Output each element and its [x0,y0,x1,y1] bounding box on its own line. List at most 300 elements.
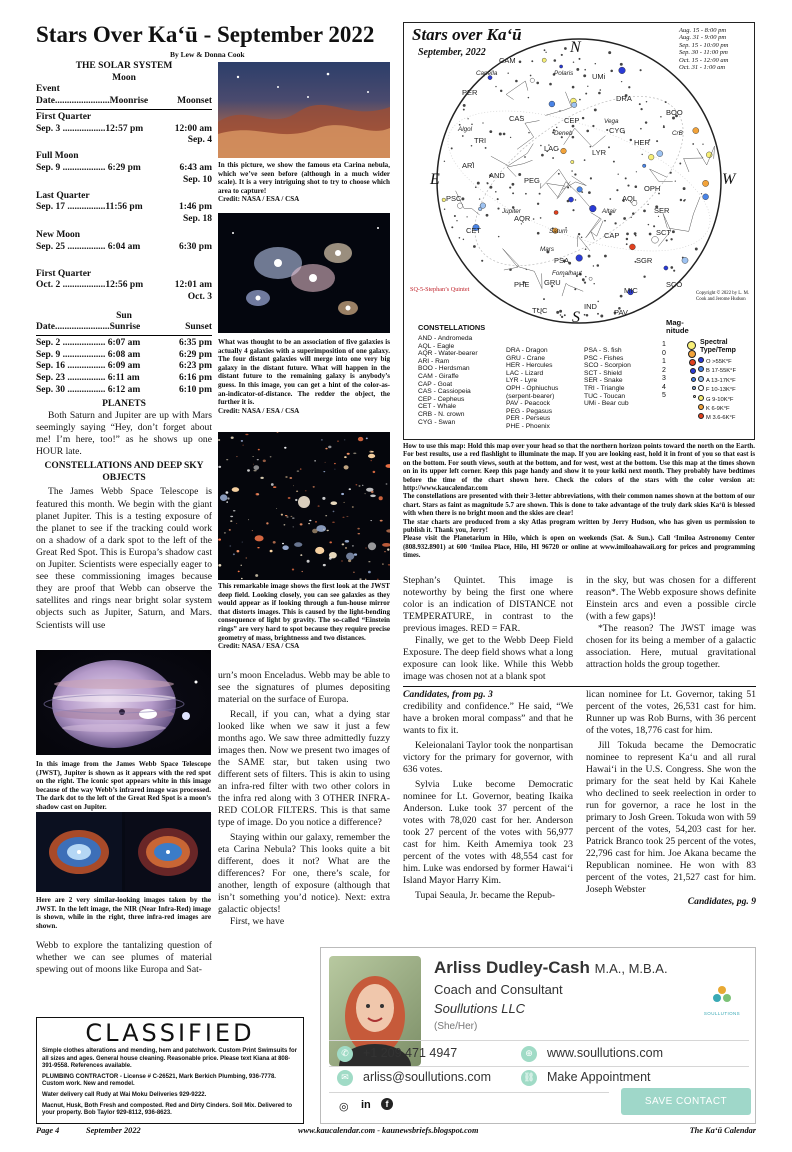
map-label: CAP [604,231,620,240]
map-star [482,122,483,123]
right-paragraph-1: Stephan’s Quintet. This image is noteworthy by being the first one where color is an indication of DISTANCE not TEMPERATURE, in contrast to the previous images. RED = FAR. [403,575,573,634]
map-star [581,191,583,193]
map-label: PSA [554,256,570,265]
map-star [536,82,539,85]
map-title: Stars over Kaʻū [412,25,522,44]
event-col-label: Event [36,84,60,95]
map-label: PER [462,88,478,97]
spectral-entry: B 17-55K°F [698,366,754,375]
galaxy-dot [256,493,259,495]
sun-heading: Sun [116,310,132,321]
map-star [530,78,534,82]
map-star [585,248,587,250]
map-star [477,182,480,185]
map-label: GRU [544,278,561,287]
map-time: Oct. 15 - 12:00 am [679,56,729,64]
map-star [575,199,576,200]
map-star [564,47,567,50]
galaxy-dot [371,460,372,461]
galaxy-dot [224,532,226,533]
map-star [613,161,615,163]
constellation-entry: AQL - Eagle [418,342,455,350]
galaxy-dot [315,547,324,554]
map-label: SER [654,206,670,215]
galaxy-dot [321,439,323,440]
galaxy-dot [328,446,331,449]
moon-extra: Sep. 18 [182,214,212,225]
map-label: Saturn [549,228,568,235]
map-star [673,270,675,272]
moon-event [36,151,212,186]
map-star [574,173,576,175]
constellation-entry: BOO - Herdsman [418,365,470,373]
map-star [616,189,618,191]
galaxy-dot [342,543,345,545]
map-star [584,69,586,71]
map-star [444,161,445,162]
map-label: Altair [602,208,617,215]
constellation-entry: CAS - Cassiopeia [418,388,471,396]
map-star [572,102,577,107]
right-col-1 [403,575,573,683]
map-star [621,81,622,82]
galaxy-dot [331,501,338,505]
map-star [528,97,529,98]
moon-set: 1:46 pm [179,202,212,213]
magnitude-dot [689,359,696,366]
constellation-entry: PER - Perseus [506,415,551,423]
magnitude-entry: 1 [662,341,696,350]
moon-date: Sep. 3 ..................12:57 pm [36,123,144,134]
galaxy-dot [346,516,348,517]
ring-nebula-images [36,812,211,892]
candidates-col-1 [403,689,573,902]
map-star [636,171,637,172]
map-star [597,264,600,267]
galaxy-dot [293,527,294,528]
map-star [693,128,699,134]
galaxy-dot [229,529,231,531]
save-contact-button[interactable]: SAVE CONTACT [621,1088,751,1115]
card-phone[interactable]: +1 209 471 4947 [363,1046,458,1060]
map-star [568,197,573,202]
galaxy-dot [386,483,388,484]
spectral-dot [698,376,704,382]
map-star [590,177,592,179]
spectral-dot [698,413,704,419]
map-star [583,74,586,77]
galaxy-dot [284,524,286,526]
linkedin-icon[interactable]: in [361,1099,371,1111]
galaxy-dot [325,462,326,463]
instagram-icon[interactable]: ◎ [339,1101,349,1113]
map-star [540,217,542,219]
card-website[interactable]: www.soullutions.com [547,1046,664,1060]
spectral-list [698,357,754,423]
map-star [576,68,579,71]
map-star [461,197,464,200]
right-paragraph-3: in the sky, but was chosen for a different reason*. The Webb exposure shows definite Einstein arcs and even a possible circle (with a few gaps)! [586,575,756,622]
map-label: Deneb [554,130,573,137]
map-star [462,135,464,137]
map-star [648,224,649,225]
map-star [567,200,570,203]
map-star [589,277,592,280]
map-star [559,310,562,313]
map-star [657,151,663,157]
byline: By Lew & Donna Cook [170,50,245,59]
moon-event [36,112,212,147]
galaxy-dot [233,510,236,511]
galaxy-dot [305,490,306,491]
map-star [486,214,489,217]
constellation-entry: PAV - Peacock [506,400,550,408]
constellation-entry: CYG - Swan [418,418,456,426]
deepfield-caption [218,582,390,651]
map-star [515,80,518,83]
map-star [554,59,557,62]
map-star [703,194,709,200]
sun-row [36,373,212,385]
map-label: HER [634,138,650,147]
moon-event [36,269,212,304]
galaxy-dot [370,495,376,498]
galaxy-dot [368,454,375,458]
galaxy-dot [226,501,228,503]
galaxy-dot [260,477,263,479]
link-icon: ⛓ [521,1070,537,1086]
constellation-entry: TUC - Toucan [584,392,626,400]
galaxy-dot [276,508,277,509]
spectral-entry: K 6-9K°F [698,404,754,413]
map-star [608,146,610,148]
constellation-entry: CRB - N. crown [418,410,465,418]
galaxy-dot [386,529,390,532]
map-star [665,101,667,103]
galaxy-dot [270,550,273,553]
map-star [497,208,499,210]
map-star [623,217,626,220]
galaxy-dot [273,486,276,488]
moon-event [36,230,212,254]
galaxy-dot [230,516,233,517]
map-label: DRA [616,94,632,103]
constellation-entry: AND - Andromeda [418,335,473,342]
map-star [656,140,658,142]
magnitude-dot [692,386,696,390]
classified-heading: CLASSIFIED [85,1019,255,1047]
galaxy-dot [226,491,229,494]
spectral-entry: F 10-13K°F [698,385,754,394]
map-star [473,245,476,248]
map-star [658,216,659,217]
left-bottom-text: Webb to explore the tantalizing question of whether we can see plumes of material spewing out of moons like Europa and Sat- [36,940,212,975]
map-time: Sep. 30 - 11:00 pm [679,49,728,57]
galaxy-dot [227,497,229,499]
map-star [480,203,486,209]
phone-icon: ✆ [337,1046,353,1062]
cluster-core [298,496,310,508]
galaxy-dot [347,453,350,455]
deep-field-image [218,432,390,580]
map-star [625,177,627,179]
map-star [561,54,563,56]
galaxy-dot [253,456,254,457]
galaxy-dot [387,548,389,550]
map-star [642,164,645,167]
map-label: PSC [446,194,462,203]
card-credentials: M.A., M.B.A. [594,961,668,976]
galaxy-dot [332,522,335,523]
constellation-entry: CEP - Cepheus [418,395,465,403]
map-star [512,183,515,186]
galaxy-dot [241,565,242,566]
sun-date: Sep. 30 ................ 6:12 am [36,385,141,396]
galaxy-dot [302,571,303,572]
carina-nebula-image [218,62,390,158]
map-star [561,148,567,154]
galaxy-dot [318,505,320,506]
map-star [467,118,468,119]
map-star [463,104,466,107]
map-star [533,218,535,220]
map-star [524,156,526,158]
map-label: Mars [540,246,554,253]
map-star [539,193,541,195]
galaxy-dot [334,463,336,464]
map-star [497,198,499,200]
moon-date-col: Date.......................Moonrise [36,95,149,106]
galaxy-dot [357,528,360,530]
map-star [572,125,575,128]
galaxy-dot [281,514,283,516]
map-star [499,133,502,136]
constellation-entry: CET - Whale [418,403,457,411]
map-star [588,255,591,258]
galaxy-dot [300,554,302,556]
galaxy-dot [327,530,329,531]
galaxy-dot [356,484,358,485]
galaxy-dot [334,469,335,470]
constellation-entry: ARI - Ram [418,357,450,365]
map-star [554,210,558,214]
galaxy-dot [323,529,324,530]
constellation-entry: CAM - Giraffe [418,372,459,380]
galaxy-dot [236,523,237,524]
classified-ad: PLUMBING CONTRACTOR - License # C-26521, Mark Berkich Plumbing, 936-7778. Custom work. New and remodel. [42,1073,276,1088]
galaxy-dot [282,543,284,545]
magnitude-dot [691,377,696,382]
map-star [639,103,641,105]
map-star [559,65,562,68]
galaxy-dot [245,434,248,435]
magnitude-entry: 4 [662,384,696,392]
galaxy-dot [323,564,326,566]
map-label: SCO [666,280,683,289]
galaxy-dot [323,471,325,472]
magnitude-entry: 5 [662,392,696,400]
map-star [576,255,583,262]
map-star [512,192,514,194]
galaxy-dot [247,469,250,471]
galaxy-dot [284,447,286,449]
map-time: Oct. 31 - 1:00 am [679,64,726,72]
galaxy-dot [271,483,274,486]
map-star [531,60,533,62]
map-label: LYR [592,148,607,157]
business-card-ad [320,947,756,1124]
map-star [594,108,597,111]
sun-date: Sep. 23 ................ 6:11 am [36,373,140,384]
galaxy-dot [370,520,372,521]
constellation-entry: GRU - Crane [506,354,546,362]
map-star [630,217,631,218]
galaxy-dot [277,432,279,433]
footer-page: Page 4 [36,1126,60,1135]
map-star [640,108,642,110]
sun-date: Sep. 9 .................. 6:08 am [36,349,141,360]
map-star [597,313,599,315]
map-star [587,86,588,87]
map-star [598,92,601,95]
galaxy-dot [237,550,240,552]
sun-set: 6:29 pm [179,349,212,360]
card-role: Coach and Consultant [434,982,563,997]
map-star [552,157,554,159]
map-star [635,235,637,237]
galaxy-dot [229,546,231,547]
constellation-entry: SCT - Shield [584,369,622,377]
facebook-icon[interactable]: f [381,1098,393,1110]
map-star [632,212,635,215]
moon-extra: Sep. 10 [182,174,212,185]
map-star [608,51,611,54]
map-star [556,127,558,128]
candidates-p4: Tupai Seaula, Jr. became the Repub- [415,890,556,901]
map-star [588,191,591,194]
moon-date: Sep. 17 ................11:56 pm [36,202,143,213]
galaxy-dot [286,517,288,518]
map-star [572,209,574,211]
moon-phase: First Quarter [36,111,92,122]
map-label: PEG [524,176,540,185]
magnitude-list [662,341,696,400]
mid-paragraph-4: First, we have [230,916,285,927]
map-star [537,203,539,205]
magnitude-heading: Mag-nitude [666,318,689,336]
star-map [403,22,755,440]
map-star [541,154,544,157]
map-star [664,266,668,270]
map-star [640,69,642,71]
card-company: Soullutions LLC [434,1001,526,1016]
galaxy-dot [255,574,258,577]
map-star [475,186,477,188]
moon-set: 6:30 pm [179,241,212,252]
map-label: PHE [514,280,530,289]
sun-header-row [36,322,212,334]
south-label: S [572,309,580,326]
map-star [606,129,608,131]
magnitude-entry: 2 [662,367,696,375]
map-star [510,137,511,138]
constellation-entry: PEG - Pegasus [506,407,553,415]
constellation-entry: PHE - Phoenix [506,422,550,430]
moon-date: Sep. 25 ................ 6:04 am [36,241,141,252]
map-star [679,163,681,165]
map-star [507,72,508,73]
galaxy-dot [359,579,361,580]
magnitude-dot [693,395,696,398]
moon-phase: First Quarter [36,268,92,279]
map-label: Fomalhaut [552,270,582,277]
galaxy-dot [386,464,391,468]
map-star [584,159,586,161]
map-star [519,61,522,64]
constellation-entry: PSA - S. fish [584,347,622,354]
galaxy-dot [295,499,297,501]
sun-set: 6:23 pm [179,361,212,372]
map-star [660,116,662,118]
galaxy-dot [373,471,376,473]
map-label: IND [584,302,597,311]
galaxy-dot [325,448,327,450]
map-star [525,193,527,195]
map-star [643,210,646,213]
galaxy-dot [344,465,349,469]
galaxy-dot [341,493,344,495]
galaxy-dot [257,459,259,460]
solar-system-heading: THE SOLAR SYSTEM [75,61,173,71]
sun-date-col: Date.......................Sunrise [36,322,141,333]
map-star [692,143,694,145]
galaxy-dot [232,487,239,492]
spectral-dot [698,395,704,401]
galaxy-dot [388,564,390,565]
mid-paragraph-3: Staying within our galaxy, remember the eta Carina Nebula? This looks quite a bit different, does it not? What are the differences? For one, there’s scale, for another, length of exposure (although that isn’t something you’d notice). Next: extra galactic objects! [218,832,390,915]
galaxy-dot [255,535,264,541]
candidates-p2: Keleionalani Taylor took the nonpartisan victory for the primary for governor, with 636 votes. [403,740,573,775]
map-time: Sep. 15 - 10:00 pm [679,41,729,49]
map-instructions: How to use this map: Hold this map over your head so that the northern horizon points toward the north on the Earth. For best results, use a red flashlight to illuminate the map. If you are looking east, hold it in front of you so that east is on the bottom. For south views, south at the bottom, and for west, west at the bottom. Use this map at the times shown on in its upper left corner. Keep this page handy and show it to your keiki next month. They probably have bedtimes before the time of the chart shown here. Check the colors of the stars with the color version at: http://www.kaucalendar.com The constellations are presented with their 3-letter abbreviations, with their common names shown at the bottom of our chart. Stars as faint as magnitude 5.7 are shown. This is done to take advantage of the truly dark skies Kaʻū is blessed with when there is no bright moon and the skies are clear! The star charts are produced from a sky Atlas program written by Jerry Hudson, who has given us permission to publish it. Thank you, Jerry! Please visit the Planetarium in Hilo, which is open on weekends (Sat. & Sun.). Call ʻImiloa Astronomy Center (808.932.8901) at 600 ʻImiloa Place, Hilo, HI 96720 or online at www.imiloahawaii.org for prices and programming times. [403,443,755,560]
magnitude-entry: 0 [662,350,696,358]
map-star [593,283,594,284]
map-label: AQR [514,214,531,223]
candidates-continued: Candidates, pg. 9 [687,896,756,907]
map-star [485,147,487,149]
galaxy-dot [384,551,386,552]
card-email[interactable]: arliss@soullutions.com [363,1070,492,1084]
carina-credit: Credit: NASA / ESA / CSA [218,195,300,204]
constellation-entry: HER - Hercules [506,362,553,370]
moon-set: 12:00 am [174,123,212,134]
galaxy-dot [337,441,339,442]
galaxy-dot [329,557,332,560]
map-star [463,239,464,240]
stephans-label: SQ-5-Stephan’s Quintet [410,286,470,293]
mid-paragraph-2: Recall, if you can, what a dying star looked like when we saw it just a few months ago. We saw three admittedly fuzzy images then. Now we present two images of the SAME star, but taken using two different sets of filters. This is akin to using an infra-red filter with two other colors in the infra red along with 3 OTHER INFRA-RED COLOR FILTERS. This is that same type of image. Do you notice a difference? [218,709,390,828]
map-star [537,232,540,235]
map-star [620,295,623,298]
map-star [544,49,546,51]
carina-caption-text: In this picture, we show the famous eta Carina nebula, which we’ve seen before (although in a much wider scale). It is a very intriguing shot to try to choose which area to capture! [218,161,390,195]
galaxy-dot [263,460,266,463]
map-star [561,316,563,318]
galaxy-dot [297,471,300,472]
map-star [643,276,645,278]
card-appointment[interactable]: Make Appointment [547,1070,651,1084]
galaxy-dot [358,533,361,534]
